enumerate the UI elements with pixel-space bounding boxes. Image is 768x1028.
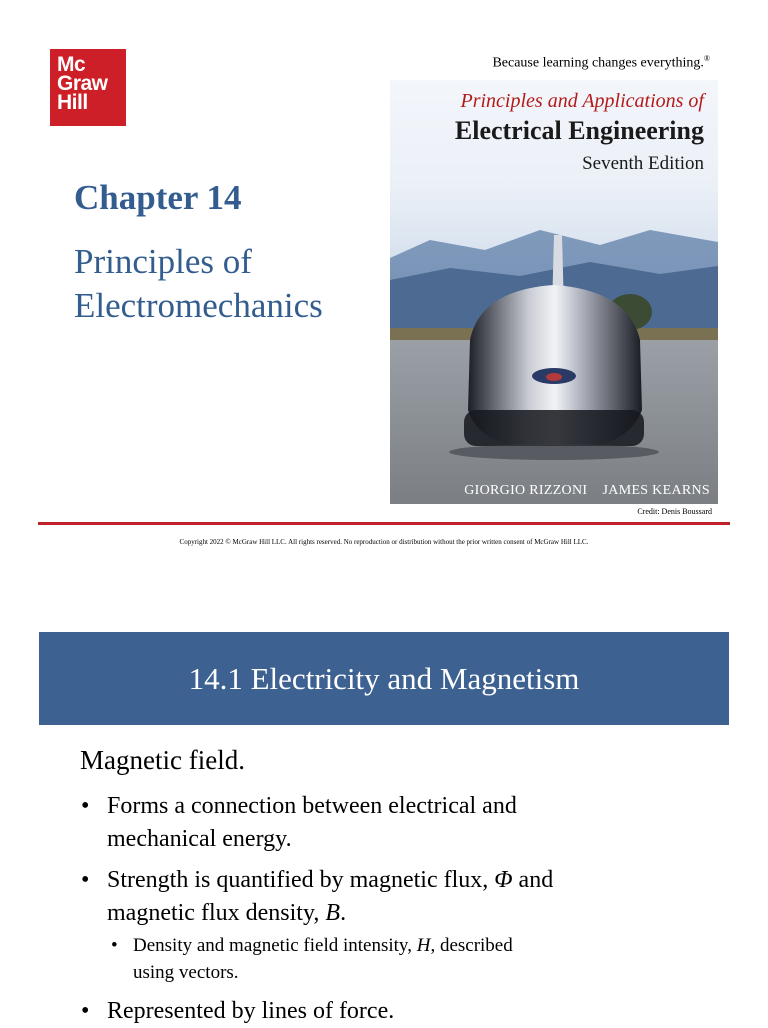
logo-line-2: Graw: [57, 72, 108, 95]
bullet-line: Represented by lines of force.: [107, 998, 395, 1024]
phi-symbol: Φ: [494, 867, 513, 893]
registered-mark: ®: [703, 54, 710, 63]
cover-authors: GIORGIO RIZZONI JAMES KEARNS: [464, 483, 710, 498]
cover-edition: Seventh Edition: [582, 153, 704, 174]
bullet-marker: •: [81, 867, 90, 893]
chapter-title: [74, 240, 323, 328]
logo-line-1: Mc: [57, 53, 86, 76]
tagline-text: Because learning changes everything.: [492, 55, 704, 71]
b-symbol: B: [325, 900, 341, 926]
bullet-line: [133, 932, 513, 959]
text-run: , described: [430, 935, 513, 956]
cover-title: Electrical Engineering: [454, 116, 704, 145]
bullet-line: mechanical energy.: [107, 826, 292, 852]
text-run: .: [340, 900, 347, 926]
text-run: Density and magnetic field intensity,: [133, 935, 417, 956]
section-heading: 14.1 Electricity and Magnetism: [188, 660, 580, 696]
book-cover: [390, 80, 718, 504]
bullet-item: [81, 995, 395, 1028]
text-run: magnetic flux density,: [107, 900, 326, 926]
bullet-marker: •: [81, 793, 90, 819]
chapter-label: Chapter 14: [74, 178, 242, 217]
cover-pre-title: Principles and Applications of: [460, 90, 704, 112]
h-symbol: H: [416, 935, 431, 956]
lead-text: Magnetic field.: [80, 745, 245, 775]
bullet-item: [81, 864, 554, 930]
mcgraw-hill-logo: [50, 49, 126, 126]
photo-credit: Credit: Denis Boussard: [637, 507, 712, 516]
bullet-line: using vectors.: [133, 962, 239, 983]
bullet-line: [107, 897, 553, 930]
copyright-notice: Copyright 2022 © McGraw Hill LLC. All rights reserved. No reproduction or distribution without the prior written consent of McGraw Hill LLC.: [179, 538, 589, 546]
bullet-marker: •: [81, 998, 90, 1024]
text-run: and: [512, 867, 554, 893]
bullet-marker: •: [111, 935, 118, 956]
bullet-item: [81, 790, 517, 856]
tagline: [400, 54, 710, 72]
chapter-title-line-2: Electromechanics: [74, 286, 323, 325]
sub-bullet-item: [111, 932, 513, 986]
text-run: Strength is quantified by magnetic flux,: [107, 867, 495, 893]
divider-rule: [38, 522, 730, 525]
chapter-title-line-1: Principles of: [74, 242, 252, 281]
bullet-line: [107, 864, 553, 897]
section-banner: [39, 632, 729, 725]
bullet-line: Forms a connection between electrical and: [107, 793, 517, 819]
logo-line-3: Hill: [57, 91, 88, 114]
